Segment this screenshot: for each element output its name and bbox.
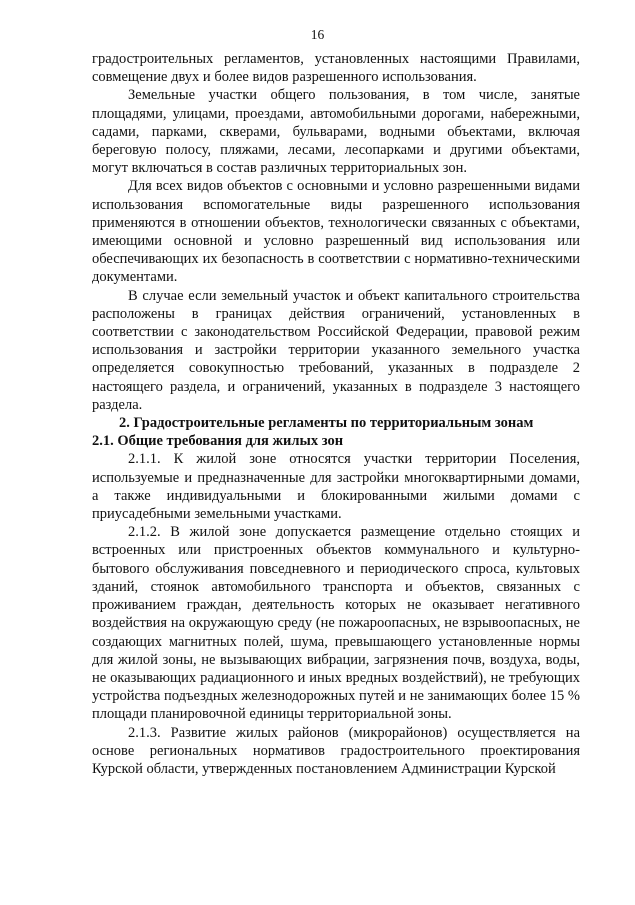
page-number: 16	[310, 27, 325, 42]
paragraph-continuation: градостроительных регламентов, установленных настоящими Правилами, совмещение двух и более видов разрешенного использования.	[92, 51, 580, 86]
paragraph-auxiliary-uses: Для всех видов объектов с основными и условно разрешенными видами использования вспомогательные виды разрешенного использования применяются в отношении объектов, технологически связанных с объектами, имеющими основной и условно разрешенный вид использования или обеспечивающих их безопасность в соответствии с нормативно-техническими документами.	[92, 178, 580, 286]
subsection-heading: 2.1. Общие требования для жилых зон	[92, 433, 344, 450]
paragraph-restrictions: В случае если земельный участок и объект капитального строительства расположены в границах действия ограничений, установленных в соответствии с законодательством Российской Федерации, правовой режим использования и застройки территории указанного земельного участка определяется совокупностью требований, указанных в подразделе 2 настоящего раздела, и ограничений, указанных в подразделе 3 настоящего раздела.	[92, 287, 580, 413]
point-2-1-1: 2.1.1. К жилой зоне относятся участки территории Поселения, используемые и предназначенные для застройки многоквартирными домами, а также индивидуальными и блокированными жилыми домами с приусадебными земельными участками.	[92, 451, 580, 523]
page-body	[92, 50, 580, 778]
section-heading: 2. Градостроительные регламенты по территориальным зонам	[119, 415, 534, 432]
point-2-1-2: 2.1.2. В жилой зоне допускается размещение отдельно стоящих и встроенных или пристроенных объектов коммунального и культурно-бытового обслуживания повседневного и периодического спроса, культовых зданий, стоянок автомобильного транспорта и объектов, связанных с проживанием граждан, деятельность которых не оказывает негативного воздействия на окружающую среду (не пожароопасных, не взрывоопасных, не создающих магнитных полей, шума, превышающего установленные нормы для жилой зоны, не вызывающих вибрации, загрязнения почв, воздуха, воды, не оказывающих радиационного и иных вредных воздействий), не требующих устройства подъездных железнодорожных путей и не занимающих более 15 % площади планировочной единицы территориальной зоны.	[92, 524, 580, 723]
paragraph-public-land: Земельные участки общего пользования, в том числе, занятые площадями, улицами, проездами, автомобильными дорогами, набережными, садами, парками, скверами, бульварами, водными объектами, включая береговую полосу, пляжами, лесами, лесопарками и другими объектами, могут включаться в состав различных территориальных зон.	[92, 87, 580, 177]
point-2-1-3: 2.1.3. Развитие жилых районов (микрорайонов) осуществляется на основе региональных нормативов градостроительного проектирования Курской области, утвержденных постановлением Администрации Курской	[92, 724, 580, 777]
